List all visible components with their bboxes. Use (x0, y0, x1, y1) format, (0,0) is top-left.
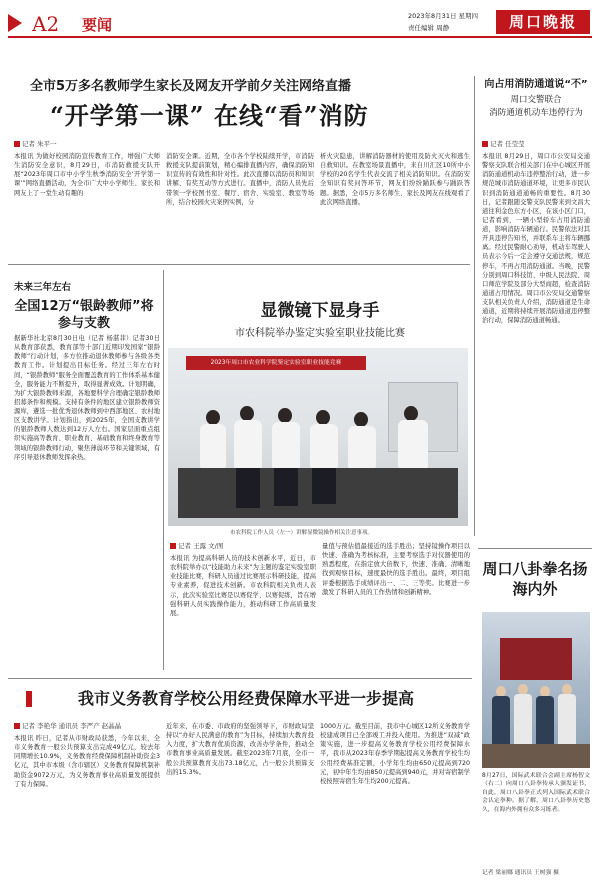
right-top-subhead-1: 周口交警联合 (510, 94, 562, 105)
funding-headline: 我市义务教育学校公用经费保障水平进一步提高 (77, 689, 414, 708)
byline-square-icon (482, 141, 488, 147)
funding-byline: 记者 李艳华 通讯员 李严产 赵晶晶 (14, 722, 121, 731)
byline-square-icon (14, 141, 20, 147)
photo-banner-text: 2023年周口市农业科学院鉴定实验室职业技能竞赛 (210, 360, 342, 366)
byline-square-icon (170, 543, 176, 549)
teachers-headline-block (14, 282, 154, 333)
person-body (234, 420, 262, 468)
person-head (240, 406, 254, 421)
person-body (348, 426, 376, 468)
teachers-headline: 全国12万“银龄教师”将参与支教 (14, 298, 154, 331)
lead-column-2: 消防安全课。近期，全市各个学校陆续开学，市消防救援支队提前策划，精心编排直播内容，确保消防知识宣传的有效性和针对性。此次直播以消防员和知识讲解、有奖互动等方式进行。直播中，消防人员先后带领一学校图书室、餐厅、宿舍、实验室、教室等场所，结合校园火灾案例实例，分 (166, 153, 314, 206)
person-head (354, 412, 368, 427)
section-divider (8, 678, 472, 679)
person-body (310, 424, 338, 468)
photo-backdrop (500, 638, 572, 680)
lead-column-3: 析火灾隐患，讲解消防器材的使用及防火灭火和逃生自救知识。在教室场景直播中，来自川汇区10所中小学校的20名学生代表交流了相关消防知识。在消防安全知识有奖问答环节，网友们纷纷踊跃参与踊跃答题。据悉，全市5万多名师生、家长及网友在线观看了此次网络直播。 (320, 153, 470, 206)
editor-credit: 责任编辑 周静 (408, 24, 450, 32)
right-top-subhead-2: 消防通道机动车违停行为 (489, 107, 583, 118)
funding-column-2: 近年来，在市委、市政府的坚强领导下，市财政局坚持以“办好人民满意的教育”为目标，持续加大教育投入力度，扩大教育优质资源，改善办学条件，推动全市教育事业高质量发展。截至2023年7月底，全市一般公共预算教育支出73.18亿元，占一般公共预算支出的15.3%。 (166, 723, 314, 776)
column-divider (474, 76, 475, 536)
bagua-headline: 周口八卦拳名扬海内外 (482, 560, 588, 598)
figure-body (536, 696, 554, 744)
funding-column-3: 1000万元。截至目前，我市中心城区12所义务教育学校建成项目已全部竣工并投入使用。为推进“双减”政策实施，进一步提高义务教育学校公用经费保障水平，我市从2023年春季学期起提高义务教育学校生均公用经费基准定额，小学年生均由650元提高到720元，初中年生均由850元提高到940元，并对寄宿制学校按照寄宿生年生均200元提高。 (320, 723, 470, 785)
newspaper-masthead: 周口晚报 (496, 10, 590, 34)
teachers-body: 据新华社北京8月30日电（记者 杨湛菲）记者30日从教育部获悉，教育部等十部门近期印发国家“银龄教师”行动计划，多方位推动退休教师参与各级各类教育工作。计划提出目标任务。经过三年左右时间，“银龄教师”服务全面覆盖教育的工作体系基本健全，服务能力不断提升，取得显著成效。计划明确，为扩大银龄教师来源，各地要科学合理确定银龄教师招募条件和规模。支持有条件的地区建立银龄教师资源库，遴选一批优秀退休教师到中西部地区、农村地区支教讲学。计划指出，到2025年，全国支教讲学的银龄教师人数达到12万人左右。国家层面重点组织实施高等教育、职业教育、基础教育和终身教育等领域的银龄教师行动，聚焦薄弱环节和关键领域，有序引导退休教师发挥余热。 (14, 335, 160, 461)
issue-date: 2023年8月31日 星期四 (408, 12, 479, 20)
bagua-headline-block (478, 560, 592, 599)
person-legs (312, 468, 336, 504)
headline-bar-icon (26, 691, 32, 707)
lead-byline: 记者 朱平一 (14, 140, 57, 149)
lead-column-1: 本报讯 为做好校园消防宣传教育工作，增强广大师生消防安全意识，8月29日，市消防救援支队开展“2023年周口市中小学生秋季消防安全‘开学第一课’”网络直播活动，为全市广大中小学师生、家长和网友上了一堂生动有趣的 (14, 153, 160, 197)
person-body (398, 420, 428, 468)
page-header (8, 6, 592, 38)
person-legs (236, 468, 260, 508)
contest-photo-caption: 市农科院工作人员（左一）讲解显微镜操作相关注意事项。 (230, 530, 374, 536)
person-head (206, 410, 220, 425)
person-legs (274, 468, 298, 506)
section-divider (8, 264, 470, 265)
right-top-byline: 记者 任莹莹 (482, 140, 525, 149)
figure-body (558, 694, 576, 744)
funding-headline-block (26, 688, 466, 710)
section-marker-icon (8, 14, 22, 32)
contest-byline: 记者 王露 文/图 (170, 542, 223, 551)
lead-kicker: 全市5万多名教师学生家长及网友开学前夕关注网络直播 (30, 79, 352, 94)
section-divider (478, 548, 592, 549)
contest-headline-block (170, 300, 470, 340)
right-top-body: 本报讯 8月29日，周口市公安局交通警察支队联合相关部门在中心城区开展消防通道机动车违停整治行动，进一步规范城市消防通道环境，让更多市民认识到消防通道通畅的重要性。8月30日，记者跟随交警支队民警来到文昌大道往利金色东方小区，在该小区门口，记者看到，一辆小型轿车占用消防通道，影响消防车辆通行。民警依法对其开具违停告知书，并联系车主将车辆挪离。经过民警耐心劝导，机动车驾驶人员表示今后一定会遵守交通法规，规范停车，不再占用消防通道。当晚，民警分别到周口科技馆、中级人民法院、周口师范学院及部分大型商超，检查消防通道占用情况。周口市公安局交通警察支队相关负责人介绍，消防通道是生命通道，近期将持续开展消防通道违停整治行动，保障消防通道畅通。 (482, 153, 590, 325)
contest-headline: 显微镜下显身手 (260, 301, 380, 321)
bagua-photo (482, 612, 590, 768)
person-body (272, 422, 300, 468)
contest-subhead: 市农科院举办鉴定实验室职业技能比赛 (235, 327, 405, 339)
bagua-byline: 记者 梁丽娜 通讯员 王树强 摄 (482, 870, 559, 876)
right-top-headline-block (480, 78, 592, 119)
bagua-caption: 8月27日，国际武术联合会副主席杨智文（右二）向周口八卦拳传承人颁发证书，自此，周口八卦拳正式列入国际武术联合会认定拳种。据了解，周口八卦拳历史悠久，在海内外拥有众多习练者。 (482, 773, 590, 813)
column-divider (163, 270, 164, 670)
person-body (200, 424, 226, 468)
teachers-kicker: 未来三年左右 (14, 282, 72, 293)
person-head (316, 410, 330, 425)
figure-body (492, 696, 510, 744)
lead-headline: “开学第一课” 在线“看”消防 (50, 101, 369, 130)
figure-body (514, 694, 532, 744)
funding-column-1: 本报讯 昨日，记者从市财政局获悉，今年以来，全市义务教育一般公共预算支出完成49亿元，较去年同期增长10.9%，义务教育经费保障机制补助资金3亿元，其中市本级（含市辖区）义务教育保障机制补助资金9072万元，为义务教育事业高质量发展提供了有力保障。 (14, 735, 160, 788)
right-top-headline: 向占用消防通道说“不” (484, 79, 588, 90)
section-title: 要闻 (82, 16, 113, 34)
contest-column-1: 本报讯 为提高科研人员的技术创新水平，近日，市农科院举办以“技能助力未来”为主题的鉴定实验室职业技能比赛，科研人员通过比赛展示科研技能，提高专业素养，促进技术创新。市农科院相关负责人表示，此次实验室比赛是以赛促学、以赛促练，旨在增强科研人员实践操作能力，推动科研工作高质量发展。 (170, 555, 316, 617)
byline-square-icon (14, 723, 20, 729)
photo-floor (482, 744, 590, 768)
contest-photo (168, 348, 468, 526)
contest-column-2: 量值与预估值最接近的选手胜出；坚持镜操作项目以快速、准确为考核标准，主要考察选手对仪器使用的熟悉程度，在指定放大倍数下，快速、准确、清晰地找到观察目标，速度最快的选手胜出。最终，项目组评委根据选手成绩评出一、二、三等奖。比赛进一步激发了科研人员的工作热情和创新精神。 (322, 543, 470, 596)
page-number: A2 (32, 12, 60, 36)
person-head (404, 406, 418, 421)
person-head (278, 408, 292, 423)
